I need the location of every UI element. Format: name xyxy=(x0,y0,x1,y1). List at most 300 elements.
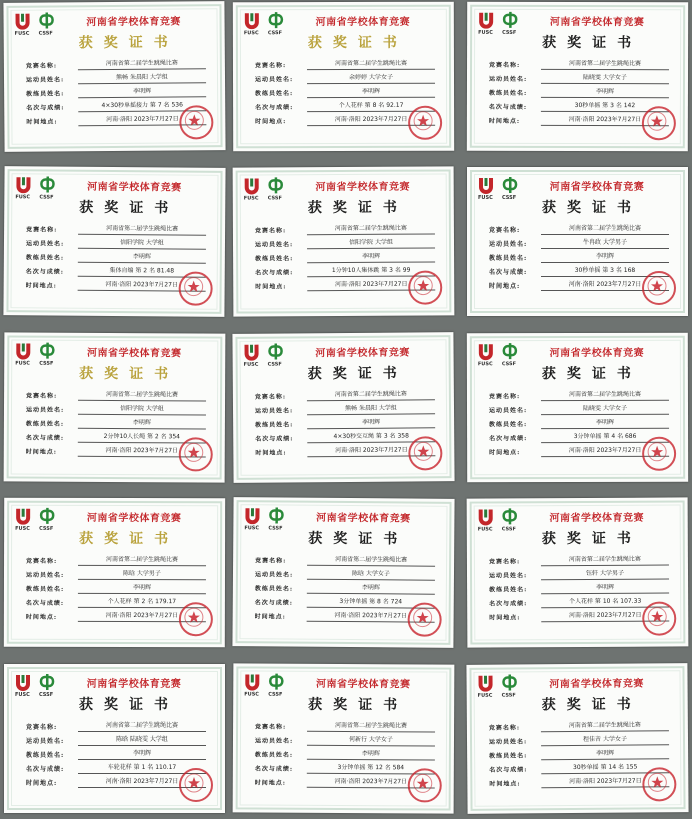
award-certificate xyxy=(233,663,455,813)
certificate-title: 获奖证书 xyxy=(79,530,180,548)
cert-value-coach: 李明辉 xyxy=(541,252,669,263)
cert-label-athlete: 运动员姓名: xyxy=(254,241,294,249)
cert-label-coach: 教练员姓名: xyxy=(489,586,528,594)
certificate-title: 获奖证书 xyxy=(541,696,642,714)
cert-value-time-place: 河南·洛阳 2023年7月27日 xyxy=(541,611,669,623)
cssf-logo-text: CSSF xyxy=(268,525,283,532)
cert-row-athlete xyxy=(489,402,679,416)
cert-value-event: 河南省第二届学生跳绳比赛 xyxy=(78,390,206,402)
red-seal-stamp-icon xyxy=(642,767,676,801)
cert-label-event: 竞赛名称: xyxy=(255,723,287,731)
fusc-logo-text: FUSC xyxy=(478,195,493,201)
award-certificate xyxy=(467,497,689,647)
cert-row-event xyxy=(255,57,445,71)
cert-row-coach xyxy=(26,416,216,431)
cert-value-coach: 李明辉 xyxy=(307,252,435,264)
fusc-logo-icon xyxy=(14,341,32,359)
cert-value-athlete: 信阳学院 大学组 xyxy=(307,238,435,250)
cert-value-athlete: 陆晓雯 大学女子 xyxy=(541,73,669,84)
award-certificate xyxy=(233,166,455,316)
cert-row-coach xyxy=(26,581,216,595)
cert-row-event xyxy=(26,56,216,71)
cssf-logo-text: CSSF xyxy=(267,30,283,37)
cssf-logo-text: CSSF xyxy=(39,194,54,201)
cert-label-coach: 教练员姓名: xyxy=(25,420,65,428)
cert-value-event: 河南省第二届学生跳绳比赛 xyxy=(78,224,206,236)
cert-label-rank: 名次与成绩: xyxy=(255,435,294,443)
award-certificate xyxy=(232,332,454,483)
cert-value-time-place: 河南·洛阳 2023年7月27日 xyxy=(307,777,435,789)
cert-row-coach xyxy=(26,747,216,761)
cssf-logo-text: CSSF xyxy=(39,360,54,367)
red-seal-stamp-icon xyxy=(179,105,213,139)
cert-value-athlete: 牛冉政 大学男子 xyxy=(541,238,669,249)
cert-value-time-place: 河南·洛阳 2023年7月27日 xyxy=(78,777,206,788)
award-certificate xyxy=(233,2,454,152)
fusc-logo-icon xyxy=(243,672,261,690)
cert-label-event: 竞赛名称: xyxy=(254,227,287,235)
red-seal-stamp-icon xyxy=(408,436,442,470)
cert-row-event xyxy=(26,388,216,403)
cert-value-event: 河南省第二届学生跳绳比赛 xyxy=(541,555,669,567)
cert-value-time-place: 河南·洛阳 2023年7月27日 xyxy=(307,115,435,126)
cert-label-athlete: 运动员姓名: xyxy=(254,737,294,745)
cert-value-event: 河南省第二届学生跳绳比赛 xyxy=(307,555,435,567)
fusc-logo-text: FUSC xyxy=(15,525,30,532)
fusc-logo-icon xyxy=(14,507,32,525)
cert-label-time-place: 时间地点: xyxy=(489,780,521,788)
cert-value-event: 河南省第二届学生跳绳比赛 xyxy=(307,59,435,70)
cert-value-coach: 李明辉 xyxy=(78,749,206,760)
cert-value-athlete: 熊畅 朱晨阳 大学组 xyxy=(78,72,206,84)
cssf-logo-text: CSSF xyxy=(501,692,516,699)
cert-value-rank: 3分钟单摇 第 12 名 584 xyxy=(307,763,435,775)
organizer-title: 河南省学校体育竞赛 xyxy=(87,347,182,360)
cssf-logo-text: CSSF xyxy=(502,29,517,36)
cert-value-athlete: 何新行 大学女子 xyxy=(307,735,435,747)
cert-label-rank: 名次与成绩: xyxy=(254,599,294,607)
cert-label-rank: 名次与成绩: xyxy=(489,435,528,443)
cert-value-event: 河南省第二届学生跳绳比赛 xyxy=(307,389,435,401)
cert-label-coach: 教练员姓名: xyxy=(489,255,528,262)
cert-value-athlete: 陈晗 大学男子 xyxy=(78,569,206,580)
fusc-logo-icon xyxy=(477,176,495,194)
cert-value-time-place: 河南·洛阳 2023年7月27日 xyxy=(307,445,435,457)
certificate-title: 获奖证书 xyxy=(541,530,642,548)
cert-value-event: 河南省第二届学生跳绳比赛 xyxy=(307,224,435,236)
cert-label-event: 竞赛名称: xyxy=(254,62,287,70)
cert-row-coach xyxy=(255,249,445,264)
cert-value-rank: 4×30秒单摇接力 第 7 名 536 xyxy=(78,100,206,112)
cert-value-coach: 李明辉 xyxy=(541,748,669,760)
cert-label-event: 竞赛名称: xyxy=(488,558,521,566)
certificate-title: 获奖证书 xyxy=(79,199,180,217)
cert-label-time-place: 时间地点: xyxy=(489,614,521,622)
cert-label-event: 竞赛名称: xyxy=(26,557,58,565)
cert-label-event: 竞赛名称: xyxy=(488,393,521,401)
cert-value-rank: 30秒单摇 第 3 名 168 xyxy=(541,266,669,277)
cert-row-event xyxy=(255,221,445,236)
cert-value-event: 河南省第二届学生跳绳比赛 xyxy=(78,555,206,566)
cert-value-coach: 李明辉 xyxy=(307,87,435,98)
cert-label-time-place: 时间地点: xyxy=(255,283,287,291)
red-seal-stamp-icon xyxy=(179,602,213,636)
organizer-title: 河南省学校体育竞赛 xyxy=(549,16,645,29)
cert-row-coach xyxy=(489,580,679,595)
cssf-logo-text: CSSF xyxy=(267,361,282,368)
cert-label-athlete: 运动员姓名: xyxy=(488,407,528,415)
fusc-logo-text: FUSC xyxy=(244,525,260,532)
cert-label-time-place: 时间地点: xyxy=(254,613,286,621)
red-seal-stamp-icon xyxy=(408,106,442,140)
fusc-logo-icon xyxy=(242,343,260,361)
cert-label-athlete: 运动员姓名: xyxy=(25,406,65,414)
cert-value-time-place: 河南·洛阳 2023年7月27日 xyxy=(78,114,206,126)
cert-label-rank: 名次与成绩: xyxy=(26,104,65,112)
cert-row-coach xyxy=(255,85,445,99)
cert-row-event xyxy=(489,718,679,733)
cert-label-time-place: 时间地点: xyxy=(26,780,58,787)
cert-label-coach: 教练员姓名: xyxy=(255,421,294,429)
cert-value-athlete: 余婷婷 大学女子 xyxy=(307,73,435,84)
cert-label-time-place: 时间地点: xyxy=(26,118,58,126)
cert-row-athlete xyxy=(489,566,679,581)
cert-value-rank: 2分钟10人长绳 第 2 名 354 xyxy=(78,432,206,444)
cert-value-coach: 李明辉 xyxy=(78,86,206,98)
cert-label-time-place: 时间地点: xyxy=(488,117,521,125)
cert-label-time-place: 时间地点: xyxy=(255,118,287,126)
award-certificate xyxy=(3,1,225,152)
cert-label-time-place: 时间地点: xyxy=(25,448,58,456)
cert-row-athlete xyxy=(489,236,679,250)
cert-value-event: 河南省第二届学生跳绳比赛 xyxy=(541,224,669,235)
cert-row-athlete xyxy=(26,402,216,417)
cert-value-time-place: 河南·洛阳 2023年7月27日 xyxy=(541,776,669,788)
cert-value-athlete: 钰轩 大学男子 xyxy=(541,569,669,581)
cert-row-athlete xyxy=(26,70,216,85)
cert-value-coach: 李明辉 xyxy=(541,583,669,595)
cert-value-rank: 车轮花样 第 1 名 110.17 xyxy=(78,763,206,774)
certificate-title: 获奖证书 xyxy=(307,34,408,52)
cert-label-coach: 教练员姓名: xyxy=(25,254,65,262)
cert-value-rank: 4×30秒交互绳 第 3 名 358 xyxy=(307,431,435,443)
red-seal-stamp-icon xyxy=(179,437,213,471)
cert-label-coach: 教练员姓名: xyxy=(255,90,294,98)
cert-label-rank: 名次与成绩: xyxy=(489,600,528,608)
cert-label-athlete: 运动员姓名: xyxy=(25,240,65,248)
fusc-logo-text: FUSC xyxy=(478,29,493,36)
cert-value-rank: 个人花样 第 10 名 107.33 xyxy=(541,597,669,609)
cert-label-coach: 教练员姓名: xyxy=(255,255,294,263)
cert-row-athlete xyxy=(255,566,445,581)
cert-value-time-place: 河南·洛阳 2023年7月27日 xyxy=(307,611,435,623)
certificate-title: 获奖证书 xyxy=(307,365,408,383)
red-seal-stamp-icon xyxy=(642,601,676,635)
cert-value-athlete: 陆晓雯 大学女子 xyxy=(541,404,669,415)
organizer-title: 河南省学校体育竞赛 xyxy=(549,182,645,193)
cert-value-time-place: 河南·洛阳 2023年7月27日 xyxy=(78,280,206,292)
cert-row-event xyxy=(255,387,445,402)
cert-label-coach: 教练员姓名: xyxy=(254,585,294,593)
cert-value-rank: 30秒单摇 第 3 名 142 xyxy=(541,101,669,112)
organizer-title: 河南省学校体育竞赛 xyxy=(87,181,182,194)
certificate-title: 获奖证书 xyxy=(542,200,642,216)
cert-label-coach: 教练员姓名: xyxy=(26,752,65,759)
cert-label-event: 竞赛名称: xyxy=(488,724,521,732)
cssf-logo-text: CSSF xyxy=(501,361,517,368)
red-seal-stamp-icon xyxy=(408,768,442,802)
certificate-title: 获奖证书 xyxy=(308,696,409,714)
red-seal-stamp-icon xyxy=(407,603,441,637)
cert-row-event xyxy=(489,222,679,236)
cert-row-event xyxy=(489,57,679,71)
cert-label-athlete: 运动员姓名: xyxy=(254,407,294,415)
organizer-title: 河南省学校体育竞赛 xyxy=(549,347,645,360)
cert-value-coach: 李明辉 xyxy=(307,417,435,429)
cert-row-coach xyxy=(255,415,445,430)
cert-label-rank: 名次与成绩: xyxy=(25,434,65,442)
cert-row-athlete xyxy=(255,71,445,85)
cssf-logo-text: CSSF xyxy=(39,525,54,532)
fusc-logo-icon xyxy=(13,12,31,30)
organizer-title: 河南省学校体育竞赛 xyxy=(86,16,181,29)
cert-label-time-place: 时间地点: xyxy=(25,282,57,290)
award-certificate xyxy=(232,497,454,648)
cert-row-athlete xyxy=(26,235,216,250)
cssf-logo-text: CSSF xyxy=(38,30,53,37)
cert-value-coach: 李明辉 xyxy=(78,252,206,264)
cert-row-coach xyxy=(26,84,216,99)
organizer-title: 河南省学校体育竞赛 xyxy=(315,347,410,360)
award-certificate xyxy=(467,333,688,483)
cert-value-event: 河南省第二届学生跳绳比赛 xyxy=(541,59,669,70)
cert-row-coach xyxy=(489,85,679,99)
cert-label-coach: 教练员姓名: xyxy=(489,421,528,429)
cert-value-coach: 李明辉 xyxy=(541,418,669,429)
fusc-logo-icon xyxy=(477,342,495,360)
organizer-title: 河南省学校体育竞赛 xyxy=(86,512,182,525)
cert-row-event xyxy=(26,553,216,567)
cert-row-athlete xyxy=(255,235,445,250)
cert-label-event: 竞赛名称: xyxy=(489,227,521,234)
cert-value-coach: 李明辉 xyxy=(307,749,435,761)
cert-row-coach xyxy=(26,249,216,264)
red-seal-stamp-icon xyxy=(408,270,442,304)
fusc-logo-text: FUSC xyxy=(477,526,493,533)
cert-row-event xyxy=(26,719,216,733)
cert-label-athlete: 运动员姓名: xyxy=(488,75,528,83)
cert-label-time-place: 时间地点: xyxy=(25,613,58,621)
cert-value-rank: 1分钟10人集体跳 第 3 名 99 xyxy=(307,266,435,278)
cert-value-time-place: 河南·洛阳 2023年7月27日 xyxy=(541,446,669,457)
cert-value-coach: 李明辉 xyxy=(541,87,669,98)
red-seal-stamp-icon xyxy=(642,271,676,305)
cert-value-rank: 集体自编 第 2 名 81.48 xyxy=(78,266,206,278)
cert-label-rank: 名次与成绩: xyxy=(255,104,294,112)
cert-label-athlete: 运动员姓名: xyxy=(488,572,528,580)
fusc-logo-text: FUSC xyxy=(15,194,31,201)
fusc-logo-text: FUSC xyxy=(14,30,30,37)
red-seal-stamp-icon xyxy=(179,768,213,802)
cert-label-rank: 名次与成绩: xyxy=(25,599,65,607)
cert-row-coach xyxy=(255,580,445,595)
fusc-logo-text: FUSC xyxy=(243,30,259,37)
cert-value-time-place: 河南·洛阳 2023年7月27日 xyxy=(541,115,669,126)
cert-label-athlete: 运动员姓名: xyxy=(489,241,528,248)
cert-value-event: 河南省第二届学生跳绳比赛 xyxy=(78,721,206,732)
cert-label-athlete: 运动员姓名: xyxy=(26,738,65,745)
fusc-logo-icon xyxy=(477,11,495,29)
cert-value-athlete: 信阳学院 大学组 xyxy=(78,238,206,250)
cert-row-coach xyxy=(489,746,679,761)
award-certificate xyxy=(4,332,226,482)
red-seal-stamp-icon xyxy=(642,437,676,471)
cert-value-coach: 李明辉 xyxy=(307,583,435,595)
cert-row-event xyxy=(255,552,445,567)
certificate-title: 获奖证书 xyxy=(308,530,409,548)
award-certificate xyxy=(466,663,688,814)
organizer-title: 河南省学校体育竞赛 xyxy=(86,679,182,690)
cert-value-rank: 个人花样 第 8 名 92.17 xyxy=(307,101,435,112)
cert-row-event xyxy=(255,719,445,734)
award-certificate xyxy=(4,664,225,813)
cert-row-coach xyxy=(489,416,679,430)
cert-label-event: 竞赛名称: xyxy=(489,61,521,69)
cert-row-athlete xyxy=(255,733,445,748)
fusc-logo-icon xyxy=(243,506,261,524)
fusc-logo-text: FUSC xyxy=(243,361,259,368)
certificate-title: 获奖证书 xyxy=(79,697,179,713)
cssf-logo-text: CSSF xyxy=(39,692,54,698)
certificate-title: 获奖证书 xyxy=(79,365,180,383)
cert-row-event xyxy=(489,388,679,402)
fusc-logo-text: FUSC xyxy=(477,692,493,699)
cert-label-coach: 教练员姓名: xyxy=(489,752,528,760)
cert-label-coach: 教练员姓名: xyxy=(488,89,528,97)
cert-label-rank: 名次与成绩: xyxy=(255,269,294,277)
cert-label-event: 竞赛名称: xyxy=(254,393,287,401)
cssf-logo-text: CSSF xyxy=(268,691,283,698)
cert-row-event xyxy=(26,221,216,236)
cert-value-event: 河南省第二届学生跳绳比赛 xyxy=(307,721,435,733)
cert-row-athlete xyxy=(255,401,445,416)
cert-value-athlete: 陈晗 陆晓雯 大学组 xyxy=(78,735,206,746)
cssf-logo-text: CSSF xyxy=(502,195,517,201)
organizer-title: 河南省学校体育竞赛 xyxy=(315,181,410,194)
cert-value-athlete: 陈晗 大学女子 xyxy=(307,569,435,581)
fusc-logo-icon xyxy=(14,175,32,193)
cert-row-coach xyxy=(255,747,445,762)
cert-value-rank: 30秒单摇 第 14 名 155 xyxy=(541,762,669,774)
award-certificate xyxy=(467,167,688,316)
cert-label-time-place: 时间地点: xyxy=(254,779,287,787)
cert-value-athlete: 程佳音 大学女子 xyxy=(541,734,669,746)
cert-row-athlete xyxy=(489,732,679,747)
cert-value-event: 河南省第二届学生跳绳比赛 xyxy=(78,58,206,70)
cert-value-rank: 3分钟单摇 第 4 名 686 xyxy=(541,432,669,443)
cert-value-time-place: 河南·洛阳 2023年7月27日 xyxy=(307,280,435,292)
fusc-logo-text: FUSC xyxy=(477,361,493,368)
cert-label-athlete: 运动员姓名: xyxy=(25,76,65,84)
cert-label-rank: 名次与成绩: xyxy=(254,765,294,773)
fusc-logo-icon xyxy=(14,673,32,691)
cert-label-time-place: 时间地点: xyxy=(489,283,521,290)
cert-value-coach: 李明辉 xyxy=(78,583,206,594)
cert-row-event xyxy=(489,552,679,567)
organizer-title: 河南省学校体育竞赛 xyxy=(549,512,644,525)
cert-label-rank: 名次与成绩: xyxy=(489,269,528,276)
cert-row-coach xyxy=(489,250,679,264)
cert-label-rank: 名次与成绩: xyxy=(488,103,528,111)
certificate-title: 获奖证书 xyxy=(541,365,642,383)
cert-value-event: 河南省第二届学生跳绳比赛 xyxy=(541,720,669,732)
award-certificate xyxy=(467,2,688,152)
cert-label-event: 竞赛名称: xyxy=(26,226,58,234)
cssf-logo-text: CSSF xyxy=(501,526,516,533)
cert-label-event: 竞赛名称: xyxy=(26,724,58,731)
fusc-logo-icon xyxy=(243,11,261,29)
cert-label-athlete: 运动员姓名: xyxy=(25,571,65,579)
certificate-title: 获奖证书 xyxy=(542,34,643,52)
cert-label-athlete: 运动员姓名: xyxy=(254,571,294,579)
cert-label-time-place: 时间地点: xyxy=(489,449,521,457)
cert-label-coach: 教练员姓名: xyxy=(25,585,65,593)
fusc-logo-icon xyxy=(477,507,495,525)
cert-row-athlete xyxy=(489,71,679,85)
cert-label-event: 竞赛名称: xyxy=(25,62,58,70)
organizer-title: 河南省学校体育竞赛 xyxy=(315,16,411,29)
cert-label-athlete: 运动员姓名: xyxy=(488,738,528,746)
cert-label-rank: 名次与成绩: xyxy=(489,766,528,774)
fusc-logo-text: FUSC xyxy=(15,360,30,367)
fusc-logo-text: FUSC xyxy=(244,691,259,698)
award-certificate xyxy=(3,166,225,317)
cert-row-athlete xyxy=(26,567,216,581)
cssf-logo-text: CSSF xyxy=(267,195,282,202)
cert-label-time-place: 时间地点: xyxy=(255,449,287,457)
cert-label-coach: 教练员姓名: xyxy=(254,751,294,759)
red-seal-stamp-icon xyxy=(178,272,212,306)
fusc-logo-icon xyxy=(476,674,494,692)
organizer-title: 河南省学校体育竞赛 xyxy=(316,512,411,525)
cert-value-athlete: 信阳学院 大学组 xyxy=(78,404,206,416)
fusc-logo-text: FUSC xyxy=(15,692,30,698)
cert-value-time-place: 河南·洛阳 2023年7月27日 xyxy=(78,611,206,622)
organizer-title: 河南省学校体育竞赛 xyxy=(549,678,644,691)
organizer-title: 河南省学校体育竞赛 xyxy=(316,678,411,691)
cert-label-rank: 名次与成绩: xyxy=(25,268,65,276)
certificate-title: 获奖证书 xyxy=(307,199,408,217)
red-seal-stamp-icon xyxy=(642,106,676,140)
cert-value-time-place: 河南·洛阳 2023年7月27日 xyxy=(541,280,669,291)
cert-value-athlete: 熊畅 朱晨阳 大学组 xyxy=(307,403,435,415)
cert-value-rank: 3分钟单摇 第 8 名 724 xyxy=(307,597,435,609)
cert-value-event: 河南省第二届学生跳绳比赛 xyxy=(541,390,669,401)
fusc-logo-icon xyxy=(243,176,261,194)
cert-label-event: 竞赛名称: xyxy=(255,557,287,565)
fusc-logo-text: FUSC xyxy=(243,195,259,202)
cert-label-athlete: 运动员姓名: xyxy=(254,76,294,84)
cert-label-event: 竞赛名称: xyxy=(26,392,58,400)
award-certificate xyxy=(4,498,225,648)
certificate-title: 获奖证书 xyxy=(78,34,179,52)
cert-value-coach: 李明辉 xyxy=(78,418,206,430)
cert-label-rank: 名次与成绩: xyxy=(26,766,65,773)
cert-value-time-place: 河南·洛阳 2023年7月27日 xyxy=(78,446,206,458)
cert-value-rank: 个人花样 第 2 名 179.17 xyxy=(78,597,206,608)
cert-row-athlete xyxy=(26,733,216,747)
cert-label-coach: 教练员姓名: xyxy=(26,90,65,98)
